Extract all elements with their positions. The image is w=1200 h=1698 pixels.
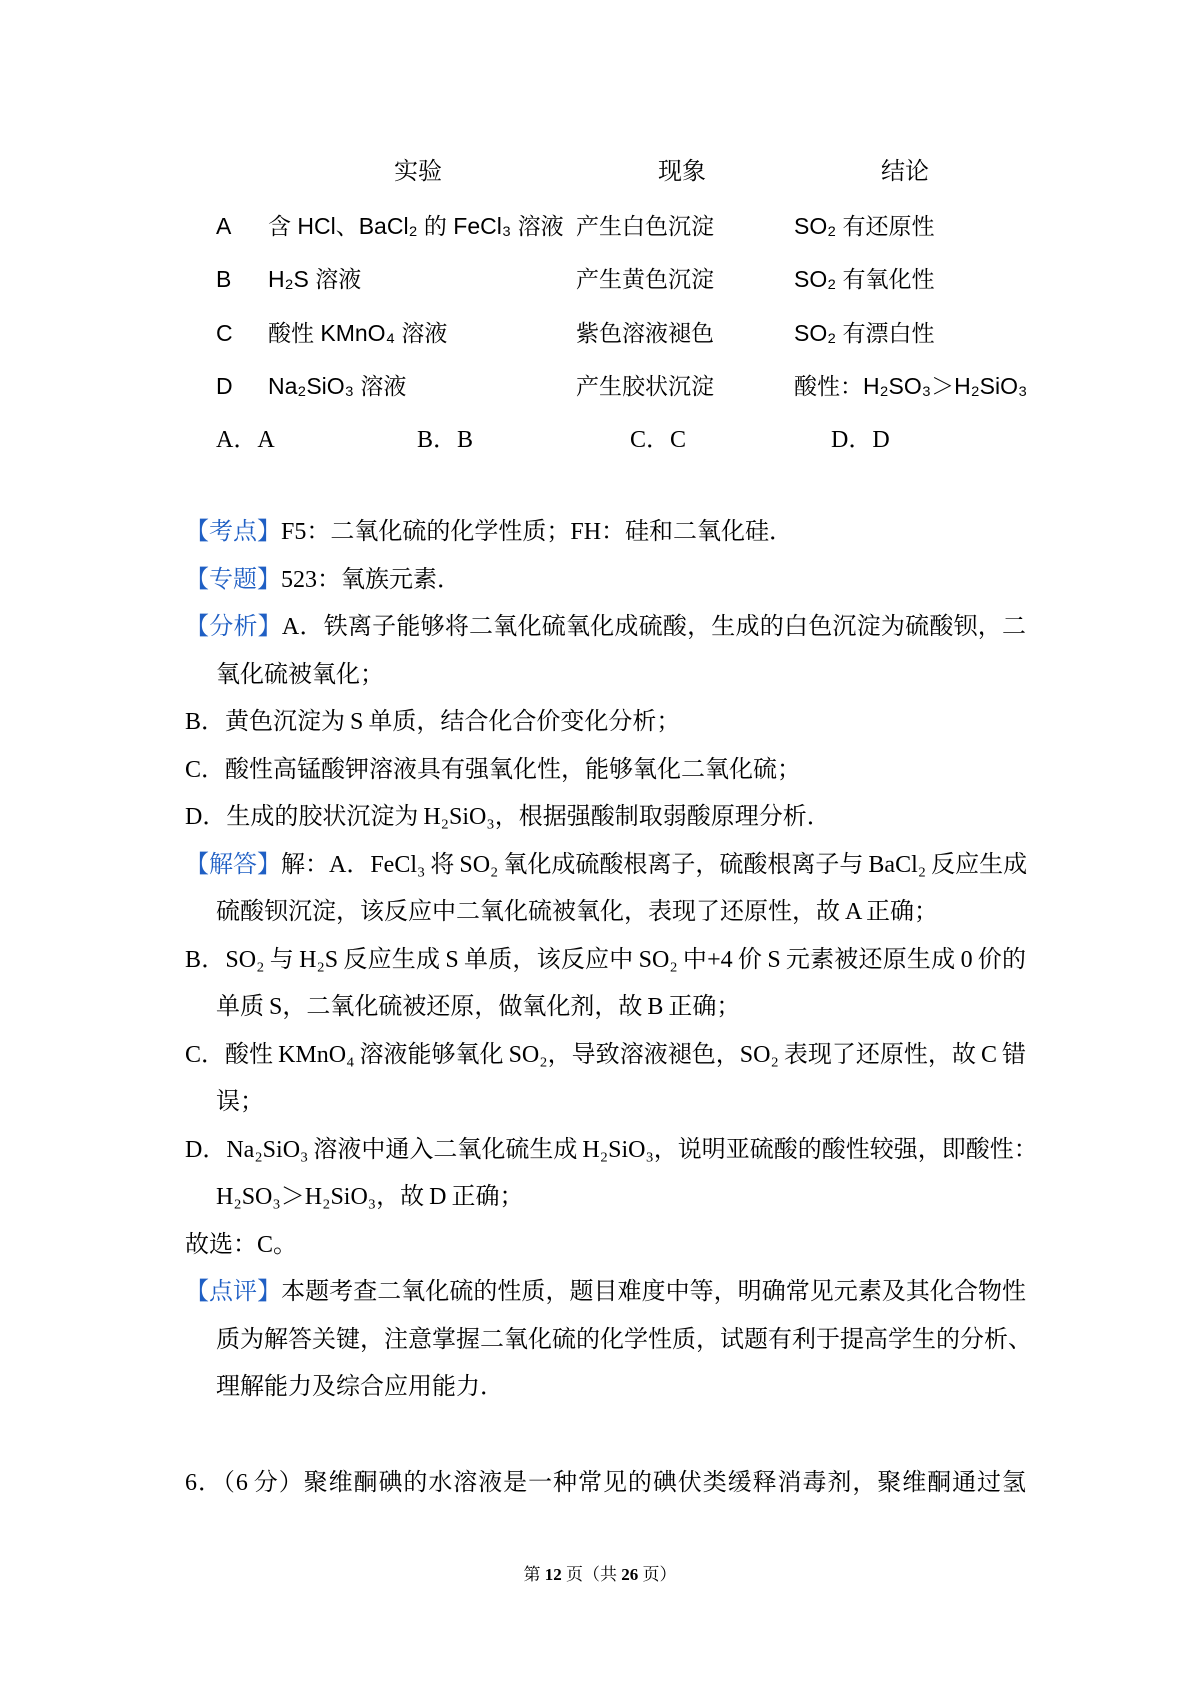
paragraph-line: 单质 S，二氧化硫被还原，做氧化剂，故 B 正确； — [216, 994, 741, 1020]
option-b: B．B — [417, 427, 474, 453]
footer-text: 页） — [638, 1565, 677, 1584]
section-tag-jieda: 【解答】 — [185, 851, 281, 878]
question-6-text: 6．（6 分）聚维酮碘的水溶液是一种常见的碘伏类缓释消毒剂，聚维酮通过氢 — [185, 1470, 1026, 1496]
page-number: 12 — [544, 1565, 562, 1584]
row-phenomenon: 紫色溶液褪色 — [576, 320, 714, 346]
table-row — [0, 306, 1200, 360]
paragraph-line — [185, 604, 1026, 652]
paragraph-line: 氧化硫被氧化； — [216, 661, 384, 688]
section-tag-kaodian: 【考点】 — [185, 519, 281, 545]
header-conclusion: 结论 — [881, 159, 929, 185]
line-text: F5：二氧化硫的化学性质；FH：硅和二氧化硅． — [281, 519, 794, 545]
table-row — [0, 199, 1200, 253]
paragraph-line: C．酸性高锰酸钾溶液具有强氧化性，能够氧化二氧化硫； — [185, 756, 802, 783]
row-conclusion: SO₂ 有还原性 — [794, 213, 935, 239]
paragraph-line — [185, 509, 1026, 557]
option-d: D．D — [831, 427, 890, 453]
table-header-row — [0, 145, 1200, 199]
paragraph-line: 误； — [216, 1089, 264, 1115]
answer-options — [0, 413, 1200, 467]
paragraph-line: 理解能力及综合应用能力． — [216, 1374, 504, 1400]
page-footer — [0, 1560, 1200, 1590]
paragraph-line — [185, 557, 1026, 605]
table-row — [0, 252, 1200, 306]
paragraph-fenxi-b — [185, 699, 1026, 747]
paragraph-jieda-c — [185, 1032, 1026, 1127]
row-conclusion: SO₂ 有漂白性 — [794, 320, 935, 346]
line-text: 解：A．FeCl₃ 将 SO₂ 氧化成硫酸根离子，硫酸根离子与 BaCl₂ 反应生成 — [281, 851, 1028, 878]
row-phenomenon: 产生白色沉淀 — [576, 213, 714, 239]
paragraph-line: 故选：C。 — [185, 1231, 298, 1258]
paragraph-line: B．SO₂ 与 H₂S 反应生成 S 单质，该反应中 SO₂ 中+4 价 S 元素被还原生成 0 价的 — [185, 946, 1026, 973]
row-conclusion: 酸性：H₂SO₃＞H₂SiO₃ — [794, 373, 1028, 399]
row-experiment: 酸性 KMnO₄ 溶液 — [268, 320, 448, 346]
row-label: C — [216, 320, 233, 346]
footer-text: 第 — [523, 1565, 545, 1584]
section-tag-dianping: 【点评】 — [185, 1279, 282, 1305]
row-label: B — [216, 266, 232, 292]
paragraph-zhuanti — [185, 557, 1026, 605]
paragraph-jieda — [185, 842, 1026, 937]
paragraph-jieda-d — [185, 1127, 1038, 1222]
footer-text: 页（共 — [561, 1565, 622, 1584]
paragraph-answer — [185, 1222, 1026, 1270]
paragraph-line: D．Na₂SiO₃ 溶液中通入二氧化硫生成 H₂SiO₃，说明亚硫酸的酸性较强，即酸性： — [185, 1136, 1038, 1163]
paragraph-fenxi-c — [185, 747, 1026, 795]
option-c: C．C — [630, 427, 687, 453]
line-text: 本题考查二氧化硫的性质，题目难度中等，明确常见元素及其化合物性 — [281, 1279, 1027, 1305]
section-tag-fenxi: 【分析】 — [185, 614, 282, 640]
line-text: A．铁离子能够将二氧化硫氧化成硫酸，生成的白色沉淀为硫酸钡，二 — [281, 614, 1026, 640]
option-a: A．A — [216, 427, 275, 453]
paragraph-dianping — [185, 1269, 1032, 1412]
paragraph-line — [185, 1269, 1026, 1317]
paragraph-jieda-b — [185, 937, 1026, 1032]
row-phenomenon: 产生黄色沉淀 — [576, 266, 714, 292]
solution-section — [185, 509, 1038, 1412]
paragraph-line: 质为解答关键，注意掌握二氧化硫的化学性质，试题有利于提高学生的分析、 — [216, 1326, 1032, 1353]
paragraph-kaodian — [185, 509, 1026, 557]
table-row — [0, 359, 1200, 413]
row-label: D — [216, 373, 233, 399]
paragraph-fenxi — [185, 604, 1026, 699]
row-phenomenon: 产生胶状沉淀 — [576, 373, 714, 399]
paragraph-line: 硫酸钡沉淀，该反应中二氧化硫被氧化，表现了还原性，故 A 正确； — [216, 899, 939, 925]
paragraph-line: B．黄色沉淀为 S 单质，结合化合价变化分析； — [185, 709, 681, 735]
paragraph-line: H₂SO₃＞H₂SiO₃，故 D 正确； — [216, 1184, 524, 1210]
row-experiment: 含 HCl、BaCl₂ 的 FeCl₃ 溶液 — [268, 213, 564, 239]
paragraph-fenxi-d — [185, 794, 1026, 842]
section-tag-zhuanti: 【专题】 — [185, 566, 281, 593]
paragraph-line: C．酸性 KMnO₄ 溶液能够氧化 SO₂，导致溶液褪色，SO₂ 表现了还原性，故 C 错 — [185, 1041, 1026, 1068]
paragraph-line — [185, 842, 1026, 890]
row-experiment: Na₂SiO₃ 溶液 — [268, 373, 407, 399]
page-total: 26 — [621, 1565, 639, 1584]
row-experiment: H₂S 溶液 — [268, 266, 362, 292]
header-phenomenon: 现象 — [658, 159, 706, 185]
row-conclusion: SO₂ 有氧化性 — [794, 266, 935, 292]
header-experiment: 实验 — [394, 159, 442, 185]
paragraph-line: D．生成的胶状沉淀为 H₂SiO₃，根据强酸制取弱酸原理分析． — [185, 804, 831, 830]
row-label: A — [216, 213, 232, 239]
line-text: 523：氧族元素． — [281, 566, 461, 593]
